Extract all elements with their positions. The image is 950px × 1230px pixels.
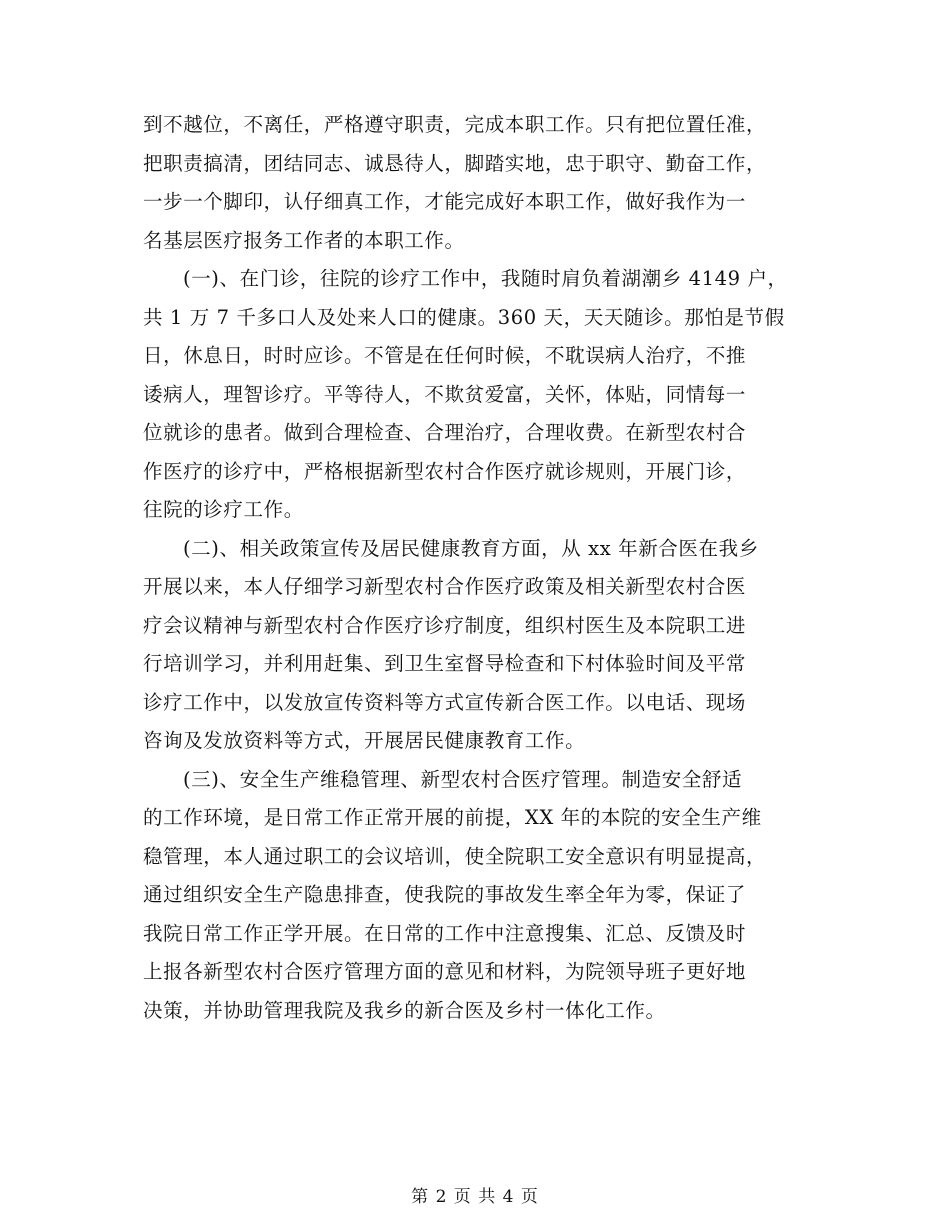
text-line: 位就诊的患者。做到合理检查、合理治疗，合理收费。在新型农村合: [143, 421, 747, 444]
text-line: 行培训学习，并利用赶集、到卫生室督导检查和下村体验时间及平常: [143, 652, 747, 675]
document-body: [143, 106, 813, 1030]
text-line: 作医疗的诊疗中，严格根据新型农村合作医疗就诊规则，开展门诊，: [143, 459, 747, 483]
text-line: 通过组织安全生产隐患排查，使我院的事故发生率全年为零，保证了: [143, 883, 747, 906]
text-line: 共 1 万 7 千多口人及处来人口的健康。360 天，天天随诊。那怕是节假: [143, 305, 785, 329]
text-line: 一步一个脚印，认仔细真工作，才能完成好本职工作，做好我作为一: [143, 190, 747, 213]
text-line: 上报各新型农村合医疗管理方面的意见和材料，为院领导班子更好地: [143, 960, 747, 983]
text-line: (一)、在门诊，往院的诊疗工作中，我随时肩负着湖潮乡 4149 户，: [183, 267, 788, 290]
text-line: (二)、相关政策宣传及居民健康教育方面，从 xx 年新合医在我乡: [183, 536, 759, 560]
text-line: 到不越位，不离任，严格遵守职责，完成本职工作。只有把位置任准，: [143, 113, 767, 136]
page-number-footer: 第 2 页 共 4 页: [411, 1187, 539, 1207]
text-line: 开展以来，本人仔细学习新型农村合作医疗政策及相关新型农村合医: [143, 575, 747, 598]
text-line: 诿病人，理智诊疗。平等待人，不欺贫爱富，关怀，体贴，同情每一: [143, 382, 747, 406]
paragraph: [143, 260, 813, 530]
paragraph: [143, 106, 813, 260]
text-line: 我院日常工作正学开展。在日常的工作中注意搜集、汇总、反馈及时: [143, 921, 747, 945]
text-line: 的工作环境，是日常工作正常开展的前提，XX 年的本院的安全生产维: [143, 806, 762, 829]
paragraph: [143, 761, 813, 1031]
text-line: 诊疗工作中，以发放宣传资料等方式宣传新合医工作。以电话、现场: [143, 690, 747, 714]
text-line: (三)、安全生产维稳管理、新型农村合医疗管理。制造安全舒适: [183, 767, 743, 791]
text-line: 日，休息日，时时应诊。不管是在任何时候，不耽误病人治疗，不推: [143, 344, 747, 367]
text-line: 往院的诊疗工作。: [143, 498, 304, 521]
text-line: 疗会议精神与新型农村合作医疗诊疗制度，组织村医生及本院职工进: [143, 613, 747, 637]
text-line: 决策，并协助管理我院及我乡的新合医及乡村一体化工作。: [143, 998, 666, 1022]
text-line: 咨询及发放资料等方式，开展居民健康教育工作。: [143, 729, 586, 752]
paragraph: [143, 530, 813, 761]
text-line: 名基层医疗报务工作者的本职工作。: [143, 228, 465, 252]
text-line: 稳管理，本人通过职工的会议培训，使全院职工安全意识有明显提高，: [143, 844, 767, 868]
text-line: 把职责搞清，团结同志、诚恳待人，脚踏实地，忠于职守、勤奋工作，: [143, 151, 767, 175]
